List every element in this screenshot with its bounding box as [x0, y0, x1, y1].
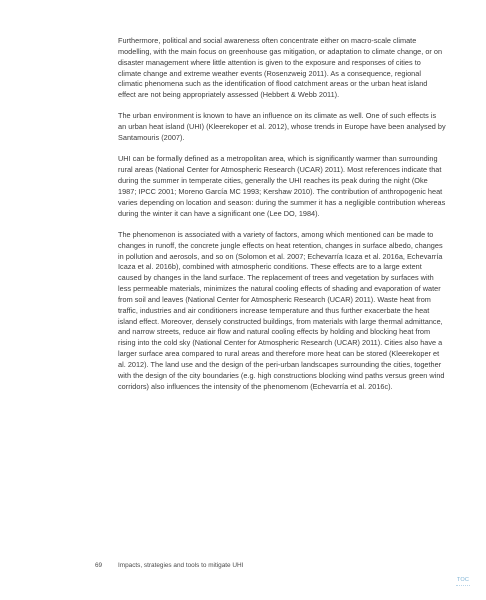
page-footer — [95, 562, 243, 570]
running-title: Impacts, strategies and tools to mitigate UHI — [118, 562, 244, 569]
paragraph-1: Furthermore, political and social awareness often concentrate either on macro-scale climate modelling, with the main focus on greenhouse gas mitigation, or adaptation to climate change, or on disaster management where little attention is given to the exposure and responses of cities to climate change and extreme weather events (Rosenzweig 2011). As a consequence, regional climatic phenomena such as the identification of flood catchment areas or the urban heat island effect are not being appropriately assessed (Hebbert & Webb 2011). — [118, 36, 443, 100]
toc-underline-dots — [456, 585, 470, 588]
paragraph-2: The urban environment is known to have an influence on its climate as well. One of such effects is an urban heat island (UHI) (Kleerekoper et al. 2012), whose trends in Europe have been analysed by Santamouris (2007). — [118, 111, 446, 143]
paragraph-4: The phenomenon is associated with a variety of factors, among which mentioned can be made to changes in runoff, the concrete jungle effects on heat retention, changes in surface albedo, changes in pollution and aerosols, and so on (Solomon et al. 2007; Echevarría Icaza et al. 2016a, Echevarría Icaza et al. 2016b), combined with atmospheric conditions. These effects are to a large extent caused by changes in the land surface. The replacement of trees and vegetation by surfaces with less permeable materials, minimizes the natural cooling effects of shading and evaporation of water from soil and leaves (National Center for Atmospheric Research (UCAR) 2011). Waste heat from traffic, industries and air conditioners increase temperature and thus further exacerbate the heat island effect. Moreover, densely constructed buildings, from materials with large thermal admittance, and narrow streets, reduce air flow and natural cooling effects by holding and blocking heat from rising into the cold sky (National Center for Atmospheric Research (UCAR) 2011). Cities also have a larger surface area compared to rural areas and therefore more heat can be stored (Kleerekoper et al. 2012). The land use and the design of the peri-urban landscapes surrounding the cities, together with the design of the city boundaries (e.g. high constructions blocking wind paths versus green wind corridors) also influences the intensity of the phenomenom (Echevarría et al. 2016c). — [118, 229, 445, 391]
toc-link[interactable] — [455, 577, 471, 588]
toc-label: TOC — [456, 577, 470, 583]
body-text — [118, 36, 446, 403]
page-number: 69 — [95, 562, 103, 569]
paragraph-3: UHI can be formally defined as a metropolitan area, which is significantly warmer than surrounding rural areas (National Center for Atmospheric Research (UCAR) 2011). Most references indicate that during the summer in temperate cities, generally the UHI reaches its peak during the night (Oke 1987; IPCC 2001; Moreno García MC 1993; Kershaw 2010). The contribution of anthropogenic heat varies depending on location and season: during the summer it has a negligible contribution whereas during the winter it can have a significant one (Lee DO, 1984). — [118, 154, 446, 218]
